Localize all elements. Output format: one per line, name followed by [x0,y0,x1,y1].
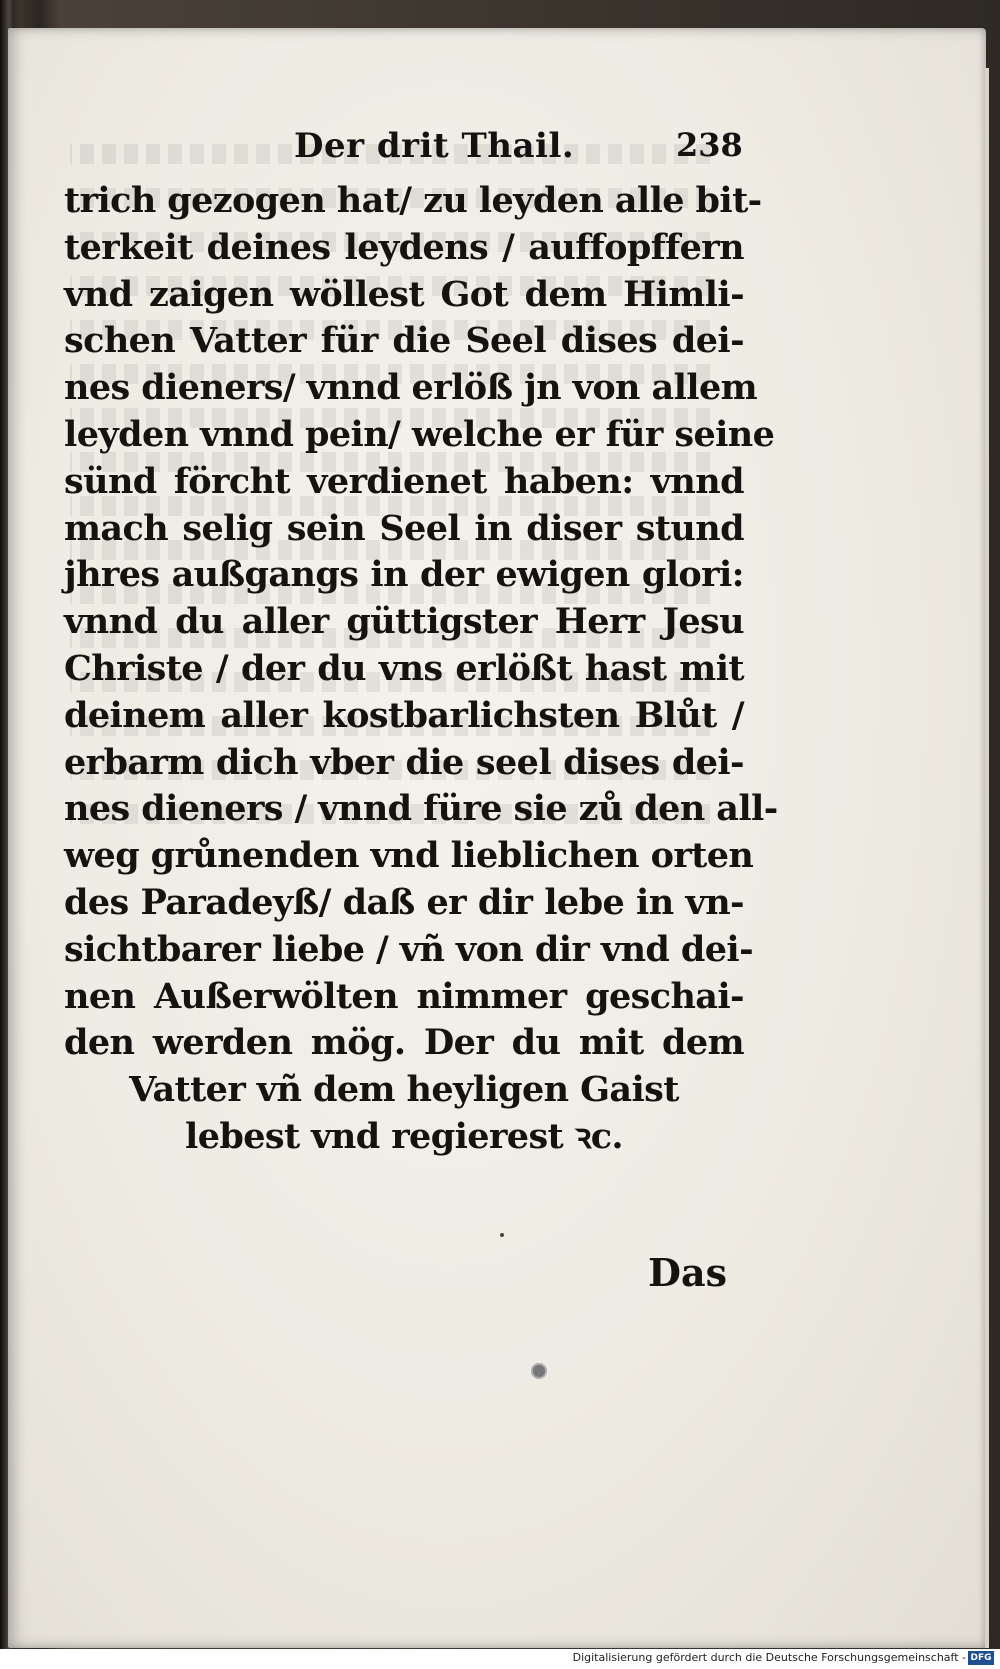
page-edge [985,68,989,1648]
text-line: mach selig sein Seel in diser stund [64,507,744,549]
text-line: vnnd du aller güttigster Herr Jesu [64,601,744,643]
text-line: weg grůnenden vnd lieblichen orten [64,835,754,877]
dfg-logo: DFG [968,1651,994,1665]
text-line: den werden mög. Der du mit dem [64,1022,744,1064]
text-line: vnd zaigen wöllest Got dem Himli- [64,273,744,315]
text-line: nen Außerwölten nimmer geschai- [64,975,744,1017]
text-line: nes dieners/ vnnd erlöß jn von allem [64,367,758,409]
closing-line: lebest vnd regierest ꝛc. [185,1115,623,1157]
catchword: Das [648,1250,727,1295]
closing-line: Vatter vñ dem heyligen Gaist [129,1069,679,1111]
ink-speck [500,1233,504,1237]
text-line: leyden vnnd pein/ welche er für seine [64,413,775,455]
text-line: des Paradeyß/ daß er dir lebe in vn- [64,881,744,923]
running-head: Der drit Thail. [294,126,575,166]
text-line: sünd förcht verdienet haben: vnnd [64,460,744,502]
text-line: Christe / der du vns erlößt hast mit [64,647,744,689]
text-line: trich gezogen hat/ zu leyden alle bit- [64,180,762,221]
page-number: 238 [676,126,743,164]
text-line: jhres außgangs in der ewigen glori: [64,554,744,596]
funding-credit: Digitalisierung gefördert durch die Deutsche Forschungsgemeinschaft - [572,1651,966,1664]
text-line: terkeit deines leydens / auffopffern [64,226,744,268]
text-line: sichtbarer liebe / vñ von dir vnd dei- [64,928,754,970]
text-line: erbarm dich vber die seel dises dei- [64,741,744,783]
text-line: schen Vatter für die Seel dises dei- [64,320,744,362]
body-text [64,178,778,1161]
paper-blemish [533,1365,545,1377]
text-line: nes dieners / vnnd füre sie zů den all- [64,788,778,830]
text-line: deinem aller kostbarlichsten Blůt / [64,694,744,736]
digitization-footer [0,1649,1000,1669]
page-header [60,118,743,170]
